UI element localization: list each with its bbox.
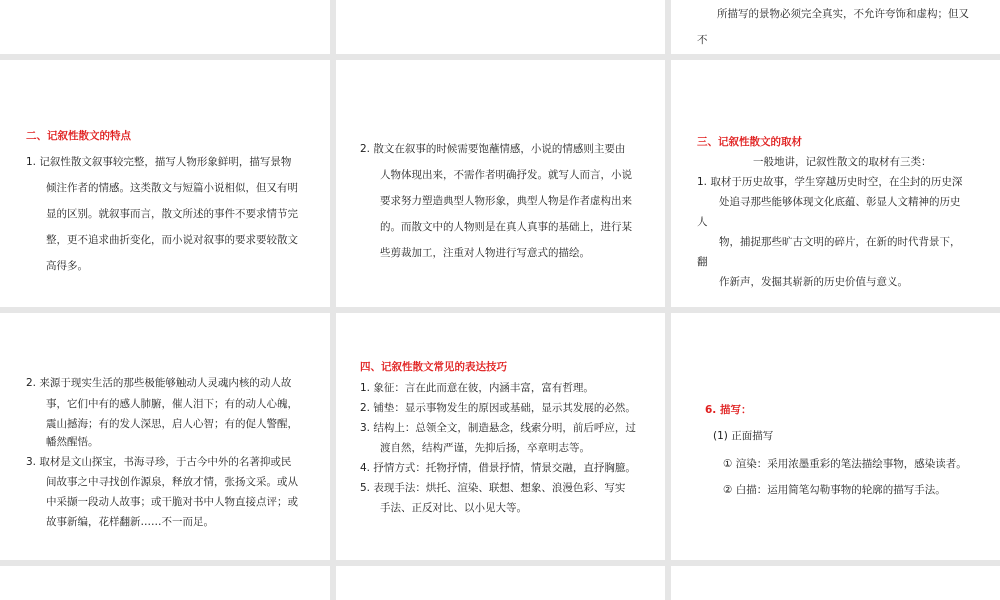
text-line: 翻 xyxy=(697,256,708,268)
text-line: 幡然醒悟。 xyxy=(46,436,99,448)
text-line: 显的区别。就叙事而言，散文所述的事件不要求情节完 xyxy=(46,208,298,220)
text-line: 些剪裁加工，注重对人物进行写意式的描绘。 xyxy=(380,247,590,259)
text-line: 2. 铺垫：显示事物发生的原因或基础，显示其发展的必然。 xyxy=(360,402,636,414)
sub-heading: (1) 正面描写 xyxy=(713,430,774,442)
slide-row4-right xyxy=(671,566,1000,600)
text-line: 手法、正反对比、以小见大等。 xyxy=(380,502,527,514)
text-line: 2. 来源于现实生活的那些极能够触动人灵魂内核的动人故 xyxy=(26,377,292,389)
section-heading: 三、记叙性散文的取材 xyxy=(697,136,802,148)
text-line: 故事新编，花样翻新……不一而足。 xyxy=(46,516,214,528)
slide-top-center xyxy=(336,0,665,54)
slide-mid-right xyxy=(671,60,1000,307)
text-line: 不 xyxy=(697,34,708,46)
slide-bot-right xyxy=(671,313,1000,560)
text-line: ① 渲染：采用浓墨重彩的笔法描绘事物，感染读者。 xyxy=(723,458,967,470)
text-line: 事，它们中有的感人肺腑，催人泪下；有的动人心魄， xyxy=(46,398,298,410)
slide-top-left xyxy=(0,0,330,54)
section-heading: 二、记叙性散文的特点 xyxy=(26,130,131,142)
text-line: 整，更不追求曲折变化，而小说对叙事的要求要较散文 xyxy=(46,234,298,246)
text-line: 高得多。 xyxy=(46,260,88,272)
section-heading: 四、记叙性散文常见的表达技巧 xyxy=(360,361,507,373)
text-line: 4. 抒情方式：托物抒情，借景抒情，情景交融，直抒胸臆。 xyxy=(360,462,636,474)
text-line: 要求努力塑造典型人物形象，典型人物是作者虚构出来 xyxy=(380,195,632,207)
text-line: 一般地讲，记叙性散文的取材有三类： xyxy=(753,156,932,168)
text-line: 作新声，发掘其崭新的历史价值与意义。 xyxy=(719,276,908,288)
text-line: 间故事之中寻找创作源泉，释放才情，张扬文采。或从 xyxy=(46,476,298,488)
text-line: ② 白描：运用简笔勾勒事物的轮廓的描写手法。 xyxy=(723,484,946,496)
section-heading: 6. 描写： xyxy=(705,404,752,416)
text-line: 1. 记叙性散文叙事较完整，描写人物形象鲜明，描写景物 xyxy=(26,156,292,168)
text-line: 3. 结构上：总领全文，制造悬念，线索分明，前后呼应，过 xyxy=(360,422,636,434)
text-line: 3. 取材是文山探宝，书海寻珍，于古今中外的名著抑或民 xyxy=(26,456,292,468)
text-line: 震山撼海；有的发人深思，启人心智；有的促人警醒， xyxy=(46,418,298,430)
text-line: 渡自然，结构严谨，先抑后扬，卒章明志等。 xyxy=(380,442,590,454)
slide-bot-center xyxy=(336,313,665,560)
slide-mid-center xyxy=(336,60,665,307)
text-line: 1. 取材于历史故事，学生穿越历史时空，在尘封的历史深 xyxy=(697,176,963,188)
text-line: 倾注作者的情感。这类散文与短篇小说相似，但又有明 xyxy=(46,182,298,194)
slide-bot-left xyxy=(0,313,330,560)
text-line: 的。而散文中的人物则是在真人真事的基础上，进行某 xyxy=(380,221,632,233)
text-line: 中采撷一段动人故事；或干脆对书中人物直接点评；或 xyxy=(46,496,298,508)
text-line: 处追寻那些能够体现文化底蕴、彰显人文精神的历史 xyxy=(719,196,961,208)
slide-row4-left xyxy=(0,566,330,600)
text-line: 人物体现出来，不需作者明确抒发。就写人而言，小说 xyxy=(380,169,632,181)
text-line: 物，捕捉那些旷古文明的碎片，在新的时代背景下， xyxy=(719,236,961,248)
slide-mid-left xyxy=(0,60,330,307)
text-line: 1. 象征：言在此而意在彼，内涵丰富，富有哲理。 xyxy=(360,382,594,394)
text-line: 人 xyxy=(697,216,708,228)
slide-top-right xyxy=(671,0,1000,54)
text-line: 2. 散文在叙事的时候需要饱蘸情感，小说的情感则主要由 xyxy=(360,143,626,155)
text-line: 5. 表现手法：烘托、渲染、联想、想象、浪漫色彩、写实 xyxy=(360,482,626,494)
slide-row4-center xyxy=(336,566,665,600)
text-line: 所描写的景物必须完全真实，不允许夸饰和虚构；但又 xyxy=(717,8,969,20)
